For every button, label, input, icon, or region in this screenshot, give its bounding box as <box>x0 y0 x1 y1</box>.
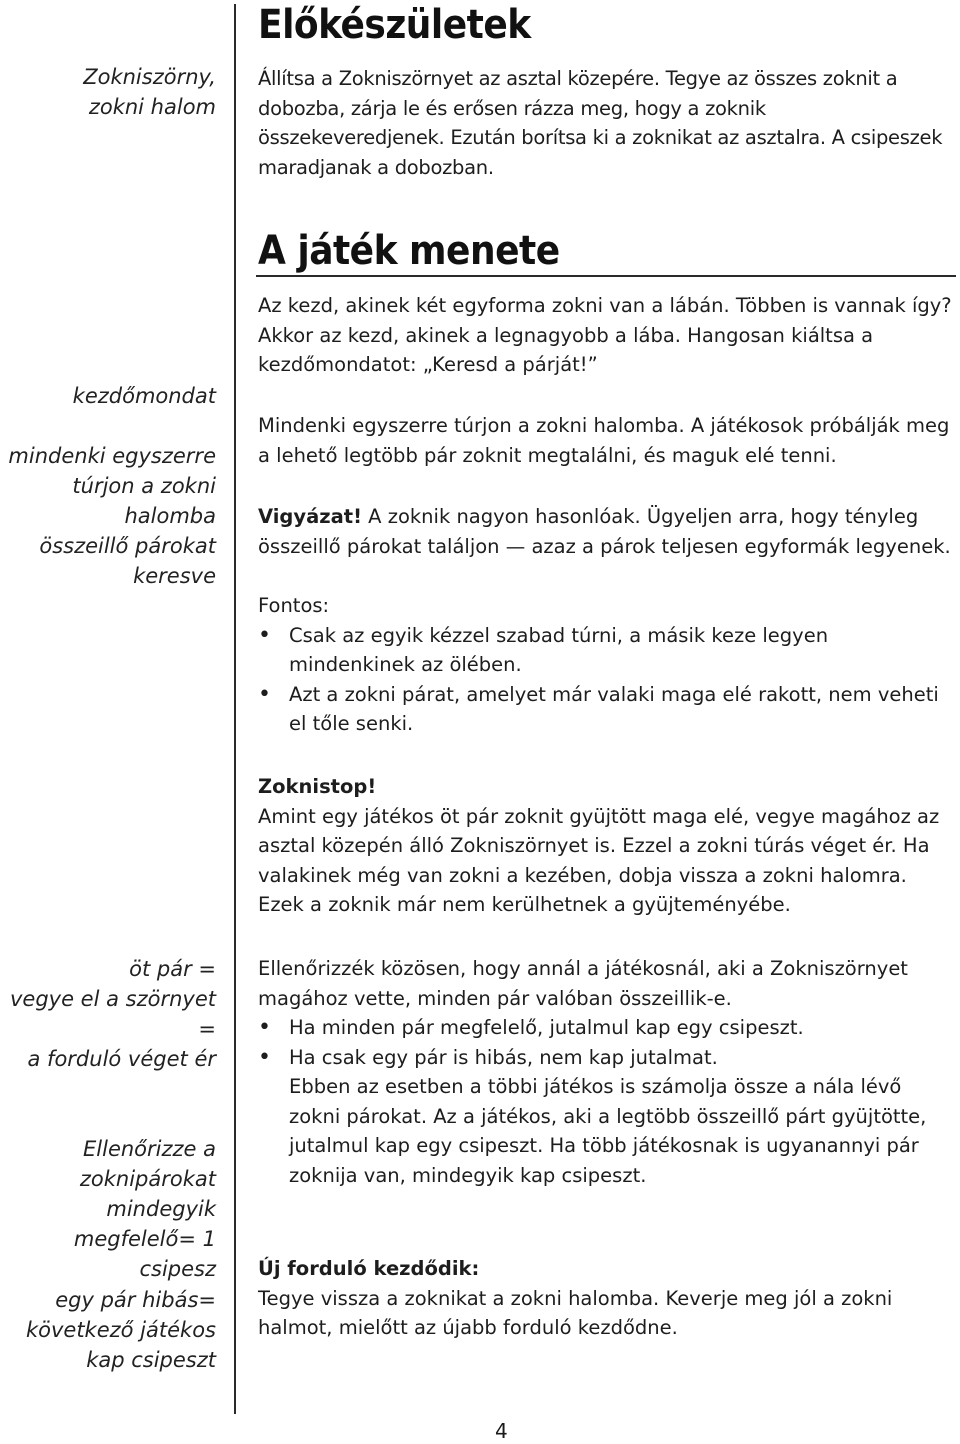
new-round-label: Új forduló kezdődik: <box>258 1257 480 1280</box>
paragraph <box>258 772 958 802</box>
paragraph: Állítsa a Zokniszörnyet az asztal közepére. Tegye az összes zoknit a dobozba, zárja le és erősen rázza meg, hogy a zoknik összekeveredjenek. Ezután borítsa ki a zoknikat az asztalra. A csipeszek maradjanak a dobozban. <box>258 67 943 179</box>
warning-text: A zoknik nagyon hasonlóak. Ügyeljen arra, hogy tényleg összeillő párokat találjon — azaz a párok teljesen egyformák legyenek. <box>258 505 951 558</box>
margin-note-line: Ellenőrizze a <box>83 1137 216 1161</box>
paragraph: Tegye vissza a zoknikat a zokni halomba. Keverje meg jól a zokni halmot, mielőtt az újabb forduló kezdődne. <box>258 1286 893 1339</box>
list-item-text: Ha csak egy pár is hibás, nem kap jutalmat. <box>289 1045 718 1069</box>
important-label: Fontos: <box>258 594 330 617</box>
margin-note-line: mindegyik <box>106 1197 216 1221</box>
gameplay-important <box>258 591 958 739</box>
gameplay-dig <box>258 411 958 470</box>
list-item-extra: Ebben az esetben a többi játékos is számolja össze a nála lévő zokni párokat. Az a játékos, aki a legtöbb összeillő párt gyüjtötte, jutalmul kap egy csipeszt. Ha több játékosnak is ugyanannyi pár zoknija van, mindegyik kap csipeszt. <box>289 1075 927 1187</box>
margin-note-line: a forduló véget ér <box>27 1047 216 1071</box>
paragraph: Amint egy játékos öt pár zoknit gyüjtött maga elé, vegye magához az asztal közepén álló Zokniszörnyet is. Ezzel a zokni túrás véget ér. Ha valakinek még van zokni a kezében, dobja vissza a zokni halomra. Ezek a zoknik már nem kerülhetnek a gyüjteményébe. <box>258 804 940 916</box>
margin-note-check <box>0 1134 216 1284</box>
margin-note-line: mindenki egyszerre <box>8 444 216 468</box>
heading-preparation: Előkészületek <box>258 2 531 48</box>
paragraph: Ellenőrizzék közösen, hogy annál a játékosnál, aki a Zokniszörnyet magához vette, minden pár valóban összeillik-e. <box>258 957 908 1010</box>
margin-note-line: öt pár = <box>129 957 216 981</box>
list-item: • Ha minden pár megfelelő, jutalmul kap egy csipeszt. <box>258 1013 958 1043</box>
margin-note-search <box>0 441 216 591</box>
paragraph: Az kezd, akinek két egyforma zokni van a lábán. Többen is vannak így? Akkor az kezd, akinek a legnagyobb a lába. Hangosan kiáltsa a kezdőmondatot: „Keresd a párját!” <box>258 294 952 376</box>
heading-gameplay: A játék menete <box>258 228 560 274</box>
margin-note-setup <box>0 62 216 122</box>
gameplay-check <box>258 954 958 1190</box>
paragraph: Mindenki egyszerre túrjon a zokni halomba. A játékosok próbálják meg a lehető legtöbb pár zoknit megtalálni, és maguk elé tenni. <box>258 414 950 467</box>
gameplay-stop <box>258 772 958 920</box>
margin-note-line: kezdőmondat <box>72 384 216 408</box>
important-list <box>258 621 958 739</box>
margin-note-line: összeillő párokat <box>39 534 216 558</box>
margin-note-line: vegye el a szörnyet = <box>9 987 216 1041</box>
gameplay-intro <box>258 291 958 380</box>
stop-label: Zoknistop! <box>258 775 377 798</box>
margin-note-five-pairs <box>0 954 216 1074</box>
margin-note-wrong-pair <box>0 1285 216 1375</box>
heading-underline <box>256 275 956 277</box>
paragraph <box>258 1254 958 1284</box>
column-divider <box>234 4 236 1414</box>
preparation-text <box>258 64 958 182</box>
margin-note-start-phrase <box>0 381 216 411</box>
margin-note-line: egy pár hibás= <box>55 1288 216 1312</box>
gameplay-new-round <box>258 1254 958 1343</box>
list-item: • Csak az egyik kézzel szabad túrni, a másik keze legyen mindenkinek az ölében. <box>258 621 958 680</box>
margin-note-line: Zokniszörny, <box>83 65 216 89</box>
gameplay-warning <box>258 502 958 561</box>
warning-label: Vigyázat! <box>258 505 362 528</box>
margin-note-line: következő játékos <box>25 1318 216 1342</box>
list-item: • Azt a zokni párat, amelyet már valaki maga elé rakott, nem veheti el tőle senki. <box>258 680 958 739</box>
margin-note-line: túrjon a zokni <box>72 474 216 498</box>
margin-note-line: kap csipeszt <box>86 1348 216 1372</box>
paragraph <box>258 502 958 561</box>
page-number: 4 <box>495 1419 508 1443</box>
list-item <box>258 1043 958 1191</box>
margin-note-line: megfelelő= 1 csipesz <box>73 1227 216 1281</box>
check-list <box>258 1013 958 1190</box>
margin-note-line: zokni halom <box>88 95 216 119</box>
margin-note-line: keresve <box>133 564 216 588</box>
margin-note-line: halomba <box>124 504 216 528</box>
margin-note-line: zoknipárokat <box>79 1167 216 1191</box>
